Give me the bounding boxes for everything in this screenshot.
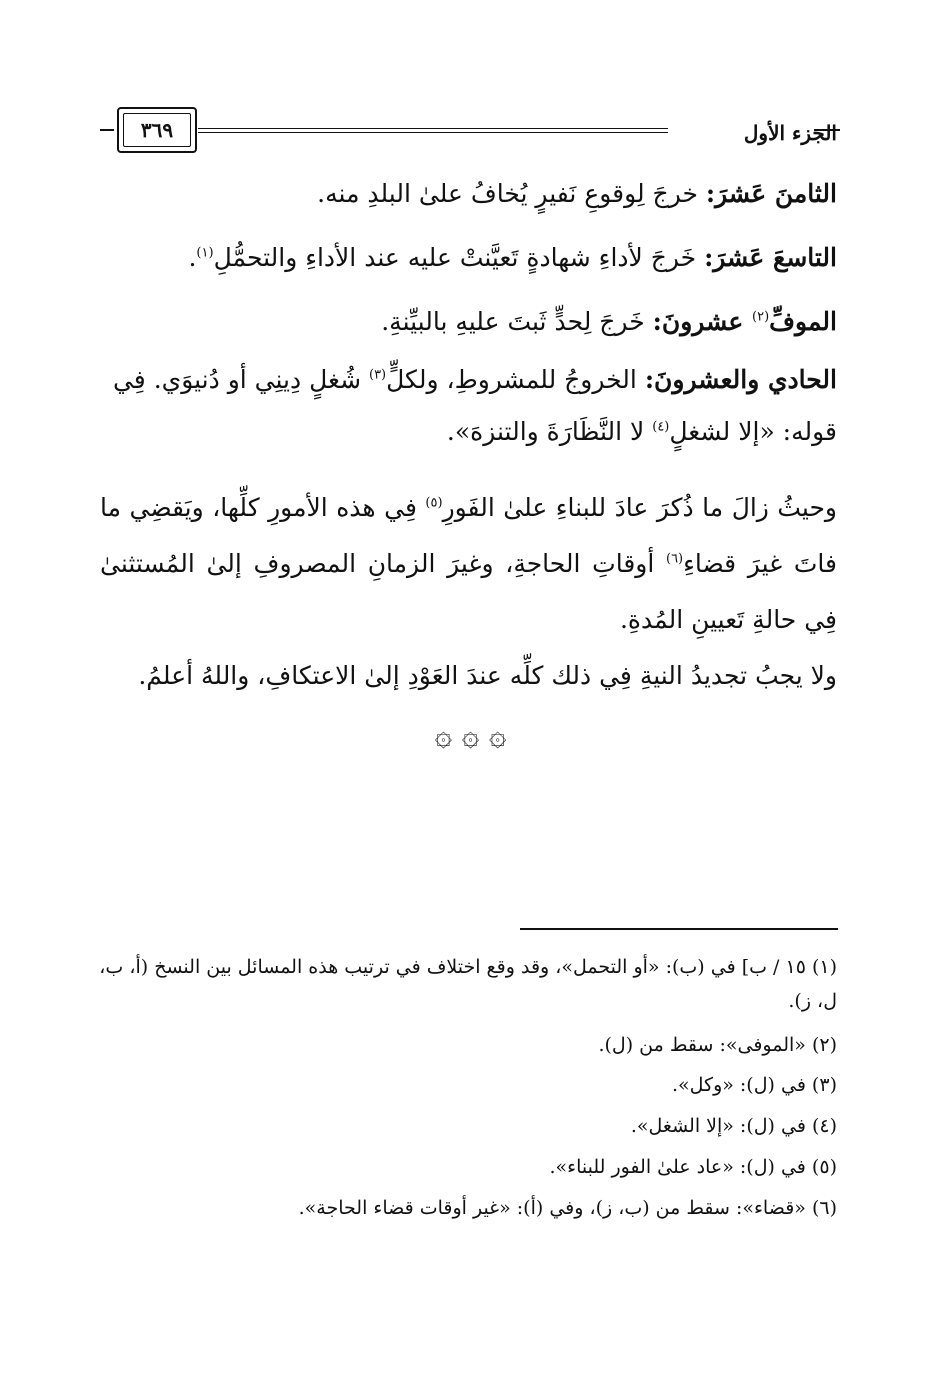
body-text: أوقاتِ الحاجةِ، وغيرَ الزمانِ المصروفِ إلىٰ المُستثنىٰ فِي حالةِ تَعيينِ المُدةِ.	[100, 549, 837, 634]
footnote-6: (٦) «قضاء»: سقط من (ب، ز)، وفي (أ): «غير أوقات قضاء الحاجة».	[298, 1197, 837, 1219]
item-label: الثامنَ عَشرَ:	[705, 179, 837, 208]
header-rule-double	[198, 132, 668, 133]
item-label: الموفِّ	[769, 307, 837, 336]
paragraph-19	[100, 232, 837, 284]
footnote-4: (٤) في (ل): «إلا الشغل».	[630, 1115, 837, 1137]
item-text: شُغلٍ دِينِي أو دُنيوَي. فِي قوله: «إلا لشغلٍ	[112, 365, 837, 446]
body-text: ولا يجبُ تجديدُ النيةِ فِي ذلك كلِّه عندَ العَوْدِ إلىٰ الاعتكافِ، واللهُ أعلمُ.	[138, 661, 837, 690]
item-text: الخروجُ للمشروطِ، ولكلٍّ	[386, 365, 645, 394]
item-text: خَرجَ لِحدٍّ ثَبتَ عليهِ بالبيِّنةِ.	[381, 307, 653, 336]
footnote-marker: (١)	[196, 245, 214, 261]
item-label: التاسعَ عَشرَ:	[704, 243, 837, 272]
page-number-frame	[117, 107, 197, 153]
footnote-marker: (٤)	[652, 419, 670, 435]
paragraph-21	[100, 354, 837, 458]
footnote-2: (٢) «الموفى»: سقط من (ل).	[598, 1034, 837, 1056]
footnote-5: (٥) في (ل): «عاد علىٰ الفور للبناء».	[549, 1156, 837, 1178]
footnote-marker: (٣)	[368, 367, 387, 383]
header-rule	[198, 128, 668, 129]
item-label-2: عشرونَ:	[652, 307, 752, 336]
footnote-marker: (٢)	[752, 309, 770, 325]
item-text: خَرجَ لأداءِ شهادةٍ تَعيَّنتْ عليه عند الأداءِ والتحمُّلِ	[213, 243, 705, 272]
paragraph-18	[100, 168, 837, 220]
paragraph-resume	[100, 480, 837, 648]
section-separator-ornament: ۞ ۞ ۞	[434, 718, 507, 753]
paragraph-20	[100, 296, 837, 348]
page-number: ٣٦٩	[123, 113, 191, 147]
footnote-marker: (٥)	[425, 495, 443, 511]
paragraph-closing	[100, 650, 837, 702]
footnote-3: (٣) في (ل): «وكل».	[671, 1074, 837, 1096]
footnote-1: (١) ١٥ / ب] في (ب): «أو التحمل»، وقد وقع اختلاف في ترتيب هذه المسائل بين النسخ (أ، ب، ل، ز).	[99, 956, 837, 1012]
body-text: فِي هذه الأمورِ كلِّها، ويَقضِي ما فاتَ غيرَ قضاءِ	[100, 493, 837, 578]
body-text: وحيثُ زالَ ما ذُكرَ عادَ للبناءِ علىٰ الفَورِ	[442, 493, 838, 522]
item-text-end: .	[188, 243, 197, 272]
footnote-marker: (٦)	[665, 551, 684, 567]
header-rule-left	[100, 129, 114, 131]
item-text: خرجَ لِوقوعِ نَفيرٍ يُخافُ علىٰ البلدِ منه.	[317, 179, 706, 208]
footnote-rule	[520, 928, 838, 930]
item-label: الحادي والعشرونَ:	[644, 365, 837, 394]
running-header-title: الجزء الأول	[743, 121, 837, 145]
item-text: لا النَّظَارَةَ والتنزهَ».	[446, 417, 653, 446]
